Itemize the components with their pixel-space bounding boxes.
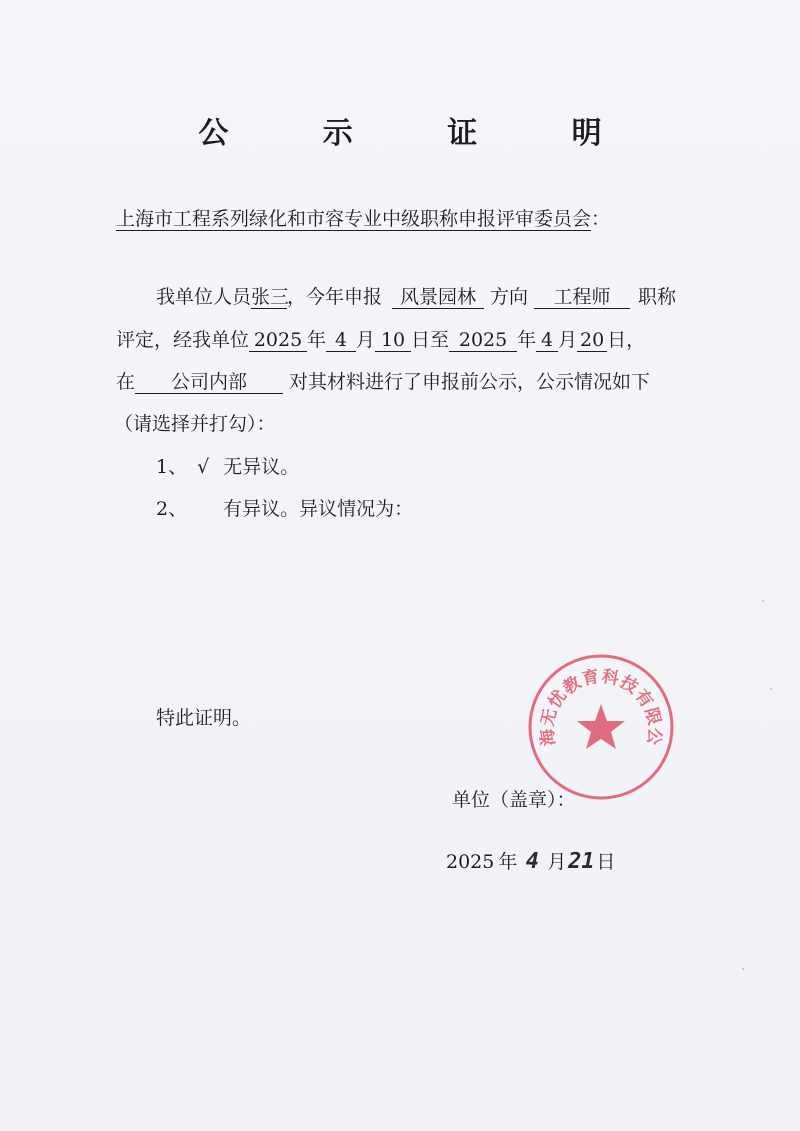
- body-text: 月: [547, 851, 567, 873]
- body-text: 在: [116, 371, 136, 393]
- body-text: ，今年申报: [287, 286, 383, 308]
- option-label: 有异议。异议情况为：: [223, 498, 414, 520]
- scan-speck: [770, 688, 772, 690]
- company-seal: [526, 652, 676, 802]
- start-day: 10: [375, 329, 411, 352]
- scan-speck: [742, 968, 744, 970]
- page-title: 公 示 证 明: [198, 116, 644, 151]
- unit-seal-label: 单位（盖章）：: [452, 789, 576, 811]
- body-text: 评定，经我单位: [116, 329, 250, 351]
- body-text: 我单位人员: [156, 286, 252, 308]
- option-label: 无异议。: [223, 456, 300, 478]
- body-text: 职称: [638, 286, 677, 308]
- addressee-colon: ：: [591, 208, 611, 230]
- scan-speck: [762, 600, 764, 602]
- handwritten-day: 21: [568, 849, 595, 874]
- body-line-2: [116, 328, 645, 352]
- signature-date: [446, 850, 615, 874]
- body-line-1: [156, 285, 676, 309]
- closing-text: 特此证明。: [156, 707, 252, 729]
- announcement-location: 公司内部: [135, 371, 283, 394]
- body-text: 月: [356, 329, 376, 351]
- body-text: 方向: [490, 286, 529, 308]
- end-month: 4: [536, 329, 558, 352]
- end-day: 20: [577, 329, 607, 352]
- addressee-line: [116, 204, 610, 231]
- option-index: 1、: [156, 456, 188, 478]
- check-mark-icon: √: [197, 456, 210, 478]
- date-year: 2025: [446, 851, 495, 873]
- body-line-4: （请选择并打勾）：: [114, 413, 276, 435]
- body-text: 对其材料进行了申报前公示，公示情况如下: [289, 371, 651, 393]
- body-text: 日，: [607, 329, 646, 351]
- start-year: 2025: [249, 329, 307, 352]
- body-text: 年: [307, 329, 327, 351]
- star-icon: [577, 704, 625, 749]
- field-name: 风景园林: [392, 286, 484, 309]
- person-name: 张三: [251, 286, 290, 308]
- body-text: 年: [498, 851, 518, 873]
- option-1: [156, 455, 299, 479]
- body-text: 年: [517, 329, 537, 351]
- body-text: 月: [558, 329, 578, 351]
- title-name: 工程师: [534, 286, 630, 309]
- handwritten-month: 4: [525, 849, 539, 874]
- body-text: 日: [596, 851, 616, 873]
- seal-text: 海无忧教育科技有限公: [537, 666, 665, 747]
- body-line-3: [116, 370, 650, 394]
- body-text: 日至: [411, 329, 450, 351]
- start-month: 4: [326, 329, 356, 352]
- option-2: [156, 497, 413, 521]
- end-year: 2025: [449, 329, 517, 352]
- option-index: 2、: [156, 498, 188, 520]
- addressee-org: 上海市工程系列绿化和市容专业中级职称申报评审委员会: [116, 208, 592, 230]
